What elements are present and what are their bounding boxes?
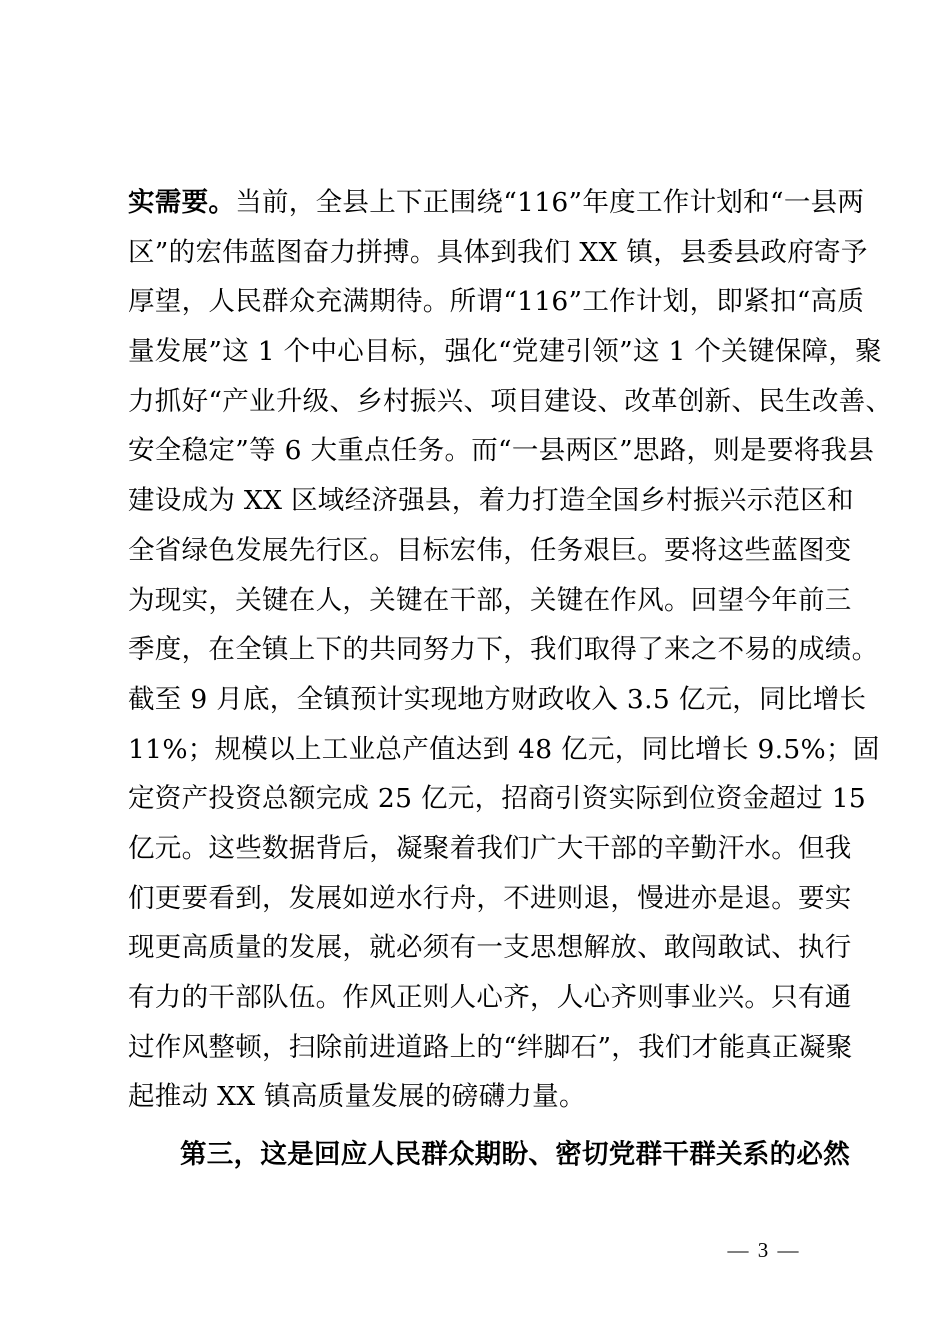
text-line: 亿元。这些数据背后，凝聚着我们广大干部的辛勤汗水。但我 [128,832,852,864]
text-line: 量发展”这 1 个中心目标，强化“党建引领”这 1 个关键保障，聚 [128,336,882,368]
text-line: 有力的干部队伍。作风正则人心齐，人心齐则事业兴。只有通 [128,982,852,1013]
page-number: — 3 — [727,1238,801,1262]
bold-lead-in: 实需要。 [128,187,236,218]
text-line: 全省绿色发展先行区。目标宏伟，任务艰巨。要将这些蓝图变 [128,534,852,566]
text-line: 定资产投资总额完成 25 亿元，招商引资实际到位资金超过 15 [128,783,867,815]
text-line: 力抓好“产业升级、乡村振兴、项目建设、改革创新、民生改善、 [128,385,893,417]
text-line: 截至 9 月底，全镇预计实现地方财政收入 3.5 亿元，同比增长 [128,683,867,715]
text-line: 起推动 XX 镇高质量发展的磅礴力量。 [128,1081,586,1113]
section-heading: 第三，这是回应人民群众期盼、密切党群干群关系的必然 [180,1139,850,1171]
text-line: 厚望，人民群众充满期待。所谓“116”工作计划，即紧扣“高质 [128,286,865,318]
text-line: 实需要。当前，全县上下正围绕“116”年度工作计划和“一县两 [128,187,865,218]
text-line: 安全稳定”等 6 大重点任务。而“一县两区”思路，则是要将我县 [128,435,875,467]
text-line: 现更高质量的发展，就必须有一支思想解放、敢闯敢试、执行 [128,932,852,964]
text-line: 过作风整顿，扫除前进道路上的“绊脚石”，我们才能真正凝聚 [128,1031,853,1063]
text-line: 季度，在全镇上下的共同努力下，我们取得了来之不易的成绩。 [128,634,879,666]
text-line: 为现实，关键在人，关键在干部，关键在作风。回望今年前三 [128,584,852,616]
text-line: 11%；规模以上工业总产值达到 48 亿元，同比增长 9.5%；固 [128,733,880,765]
text-line: 区”的宏伟蓝图奋力拼搏。具体到我们 XX 镇，县委县政府寄予 [128,236,868,268]
body-text [128,178,893,1180]
text-line: 们更要看到，发展如逆水行舟，不进则退，慢进亦是退。要实 [128,882,852,914]
text-line: 建设成为 XX 区域经济强县，着力打造全国乡村振兴示范区和 [128,485,854,517]
